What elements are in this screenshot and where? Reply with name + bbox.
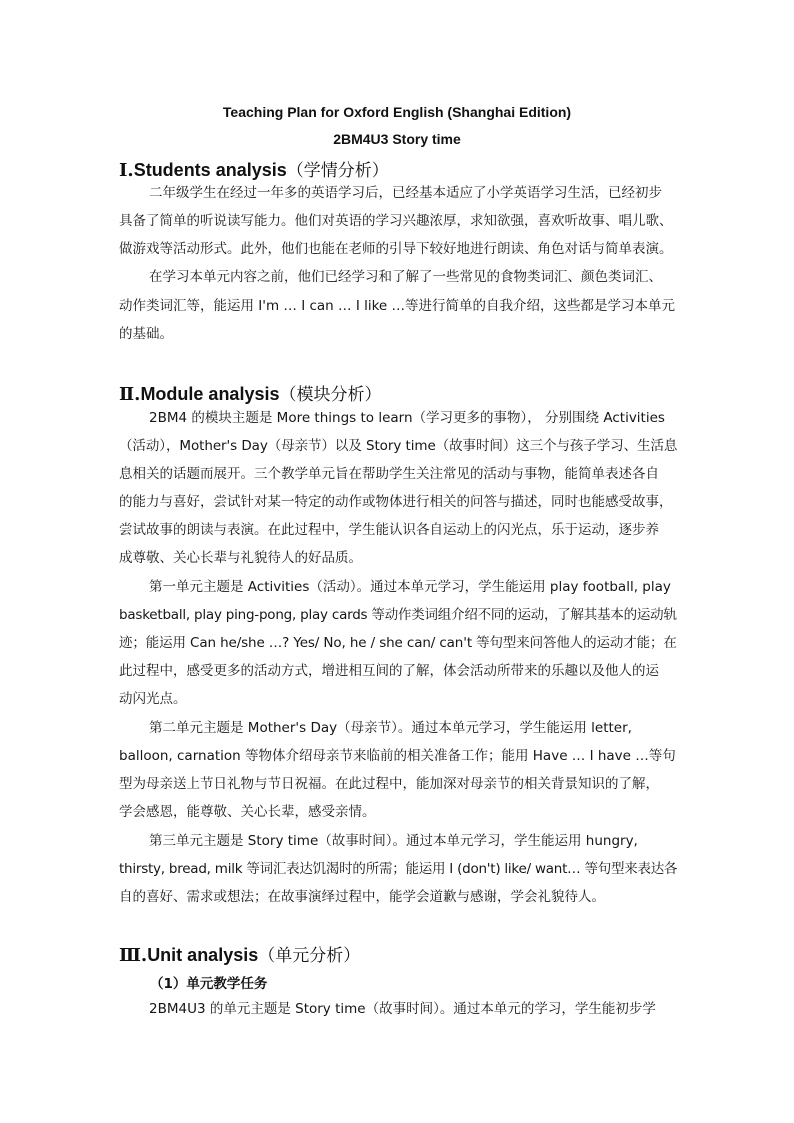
paragraph-line: 迹；能运用 Can he/she …? Yes/ No, he / she can/ can't 等句型来问答他人的运动才能；在 [119,635,677,651]
document-title: Teaching Plan for Oxford English (Shanghai Edition) [222,104,572,120]
paragraph-line: 尝试故事的朗读与表演。在此过程中，学生能认识各自运动上的闪光点，乐于运动，逐步养 [119,522,659,538]
paragraph-line: 在学习本单元内容之前，他们已经学习和了解了一些常见的食物类词汇、颜色类词汇、 [149,269,662,285]
section-heading-english: Students analysis [133,160,287,180]
paragraph-line: 第一单元主题是 Activities（活动）。通过本单元学习，学生能运用 play football, play [149,579,671,595]
section-heading-students-analysis [119,156,389,181]
paragraph-line: 动闪光点。 [119,691,187,707]
paragraph-line: 具备了简单的听说读写能力。他们对英语的学习兴趣浓厚，求知欲强，喜欢听故事、唱儿歌、 [119,213,673,229]
paragraph-line: 的基础。 [119,326,173,342]
section-heading-chinese: （单元分析） [258,946,361,966]
section-heading-english: Module analysis [140,384,280,404]
section-heading-chinese: （学情分析） [286,161,389,181]
section-numeral: Ⅱ. [119,384,141,405]
paragraph-line: balloon, carnation 等物体介绍母亲节来临前的相关准备工作；能用 Have … I have …等句 [119,748,676,764]
section-numeral: Ⅲ. [119,945,148,966]
paragraph-line: 动作类词汇等，能运用 I'm … I can … I like …等进行简单的自我介绍，这些都是学习本单元 [119,298,676,314]
section-numeral: Ⅰ. [119,160,134,181]
paragraph-line: 学会感恩，能尊敬、关心长辈，感受亲情。 [119,804,376,820]
paragraph-line: 第三单元主题是 Story time（故事时间）。通过本单元学习，学生能运用 hungry, [149,833,638,849]
section-heading-chinese: （模块分析） [279,385,382,405]
paragraph-line: 二年级学生在经过一年多的英语学习后，已经基本适应了小学英语学习生活，已经初步 [149,185,662,201]
paragraph-line: 2BM4U3 的单元主题是 Story time（故事时间）。通过本单元的学习，学生能初步学 [149,1001,656,1017]
paragraph-line: 此过程中，感受更多的活动方式，增进相互间的了解，体会活动所带来的乐趣以及他人的运 [119,663,659,679]
section-heading-unit-analysis [119,941,360,966]
paragraph-line: basketball, play ping-pong, play cards 等动作类词组介绍不同的运动，了解其基本的运动轨 [119,607,677,623]
paragraph-line: 型为母亲送上节日礼物与节日祝福。在此过程中，能加深对母亲节的相关背景知识的了解， [119,776,659,792]
paragraph-line: thirsty, bread, milk 等词汇表达饥渴时的所需；能运用 I (don't) like/ want… 等句型来表达各 [119,861,678,877]
paragraph-line: 成尊敬、关心长辈与礼貌待人的好品质。 [119,550,362,566]
paragraph-line: 息相关的话题而展开。三个教学单元旨在帮助学生关注常见的活动与事物，能简单表述各自 [119,466,659,482]
section-heading-module-analysis [119,380,381,405]
section-heading-english: Unit analysis [147,945,259,965]
paragraph-line: 自的喜好、需求或想法；在故事演绎过程中，能学会道歉与感谢，学会礼貌待人。 [119,889,605,905]
paragraph-line: 的能力与喜好，尝试针对某一特定的动作或物体进行相关的问答与描述，同时也能感受故事， [119,494,673,510]
paragraph-line: 2BM4 的模块主题是 More things to learn（学习更多的事物）， 分别围绕 Activities [149,410,665,426]
subsection-heading: （1）单元教学任务 [150,976,268,992]
paragraph-line: 做游戏等活动形式。此外，他们也能在老师的引导下较好地进行朗读、角色对话与简单表演。 [119,241,673,257]
paragraph-line: （活动），Mother's Day（母亲节）以及 Story time（故事时间）这三个与孩子学习、生活息 [119,438,678,454]
document-subtitle: 2BM4U3 Story time [333,131,461,147]
paragraph-line: 第二单元主题是 Mother's Day（母亲节）。通过本单元学习，学生能运用 letter, [149,720,632,736]
